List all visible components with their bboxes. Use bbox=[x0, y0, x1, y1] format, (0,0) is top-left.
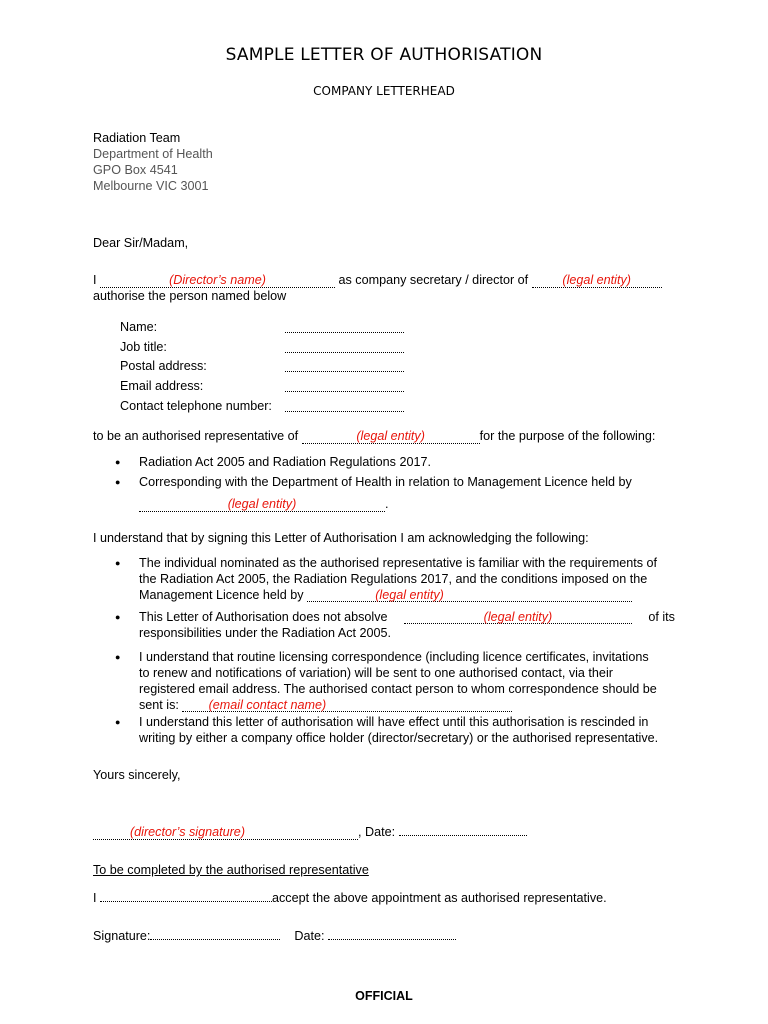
field-email-input[interactable] bbox=[285, 381, 404, 392]
intro-line bbox=[93, 273, 662, 288]
director-date-field[interactable] bbox=[399, 825, 527, 836]
intro-line-2: authorise the person named below bbox=[93, 289, 287, 303]
acknowledgement-4-line-2: writing by either a company office holder (director/secretary) or the authorised representative. bbox=[139, 731, 659, 745]
acknowledgement-3-line-1: I understand that routine licensing correspondence (including licence certificates, invitations bbox=[139, 650, 649, 664]
legal-entity-field-4[interactable] bbox=[307, 587, 632, 602]
rep-date-field[interactable] bbox=[328, 929, 456, 940]
salutation: Dear Sir/Madam, bbox=[93, 236, 189, 250]
official-classification: OFFICIAL bbox=[355, 989, 413, 1003]
acknowledgement-2 bbox=[139, 609, 675, 641]
director-name-field[interactable] bbox=[100, 273, 335, 288]
intro-i: I bbox=[93, 273, 97, 287]
field-job-title-label: Job title: bbox=[120, 340, 167, 354]
acknowledgement-3-line-3: registered email address. The authorised contact person to whom correspondence should be bbox=[139, 682, 657, 696]
director-date-label: Date: bbox=[365, 825, 396, 839]
acknowledgement-1-line-1: The individual nominated as the authorised representative is familiar with the requirements of bbox=[139, 556, 658, 570]
director-signature-line: (director’s signature) , Date: bbox=[93, 825, 527, 840]
bullet-icon: ● bbox=[115, 717, 121, 727]
purpose-item-2-entity-line bbox=[139, 497, 389, 512]
company-letterhead: COMPANY LETTERHEAD bbox=[313, 84, 455, 98]
rep-name-field[interactable] bbox=[100, 891, 272, 902]
legal-entity-field-5[interactable] bbox=[404, 609, 632, 624]
field-phone-input[interactable] bbox=[285, 401, 404, 412]
acknowledgement-3-line-2: to renew and notifications of variation) will be sent to one authorised contact, via their bbox=[139, 666, 613, 680]
acknowledgement-3 bbox=[139, 649, 675, 713]
rep-section-heading bbox=[93, 863, 369, 877]
rep-date-label: Date: bbox=[294, 929, 325, 943]
rep-signature-field[interactable] bbox=[150, 929, 280, 940]
field-phone-label: Contact telephone number: bbox=[120, 399, 272, 413]
rep-accept-line bbox=[93, 891, 607, 905]
acknowledgement-2-prefix: This Letter of Authorisation does not absolve bbox=[139, 610, 388, 624]
understand-statement: I understand that by signing this Letter of Authorisation I am acknowledging the following: bbox=[93, 531, 589, 545]
legal-entity-placeholder-5: (legal entity) bbox=[483, 610, 553, 624]
director-signature-field[interactable] bbox=[93, 825, 358, 840]
field-job-title-input[interactable] bbox=[285, 342, 404, 353]
bullet-icon: ● bbox=[115, 477, 121, 487]
field-name-input[interactable] bbox=[285, 322, 404, 333]
director-name-placeholder: (Director’s name) bbox=[169, 273, 266, 287]
document-title: SAMPLE LETTER OF AUTHORISATION bbox=[225, 45, 543, 65]
rep-section-heading-text: To be completed by the authorised representative bbox=[93, 863, 369, 877]
purpose-item-2-end: . bbox=[385, 497, 389, 511]
acknowledgement-4-line-1: I understand this letter of authorisation will have effect until this authorisation is rescinded in bbox=[139, 715, 649, 729]
field-postal-address-input[interactable] bbox=[285, 361, 404, 372]
representative-prefix: to be an authorised representative of bbox=[93, 429, 299, 443]
legal-entity-placeholder-4: (legal entity) bbox=[375, 588, 444, 602]
field-email-label: Email address: bbox=[120, 379, 204, 393]
legal-entity-field-2[interactable] bbox=[302, 429, 480, 444]
acknowledgement-3-sent-is: sent is: bbox=[139, 698, 179, 712]
acknowledgement-2-line-2: responsibilities under the Radiation Act 2005. bbox=[139, 626, 392, 640]
purpose-item-2: Corresponding with the Department of Health in relation to Management Licence held by bbox=[139, 475, 632, 489]
acknowledgement-1-line-3-text: Management Licence held by bbox=[139, 588, 304, 602]
legal-entity-field-1[interactable] bbox=[532, 273, 662, 288]
acknowledgement-1-line-3 bbox=[139, 587, 675, 603]
purpose-item-1: Radiation Act 2005 and Radiation Regulations 2017. bbox=[139, 455, 431, 469]
field-postal-address-label: Postal address: bbox=[120, 359, 207, 373]
rep-accept-text: accept the above appointment as authorised representative. bbox=[272, 891, 607, 905]
address-line-1: Radiation Team bbox=[93, 131, 181, 145]
bullet-icon: ● bbox=[115, 558, 121, 568]
bullet-icon: ● bbox=[115, 457, 121, 467]
acknowledgement-1-line-2: the Radiation Act 2005, the Radiation Regulations 2017, and the conditions imposed on the bbox=[139, 572, 648, 586]
representative-line bbox=[93, 429, 655, 444]
legal-entity-placeholder-1: (legal entity) bbox=[562, 273, 631, 287]
acknowledgement-4 bbox=[139, 714, 675, 746]
bullet-icon: ● bbox=[115, 612, 121, 622]
acknowledgement-3-line-4 bbox=[139, 697, 675, 713]
rep-signature-label: Signature: bbox=[93, 929, 151, 943]
address-line-3: GPO Box 4541 bbox=[93, 163, 178, 177]
acknowledgement-2-suffix: of its bbox=[648, 610, 675, 624]
address-line-4: Melbourne VIC 3001 bbox=[93, 179, 209, 193]
email-contact-placeholder: (email contact name) bbox=[208, 698, 327, 712]
email-contact-field[interactable] bbox=[182, 697, 512, 712]
rep-i: I bbox=[93, 891, 97, 905]
representative-suffix: for the purpose of the following: bbox=[479, 429, 656, 443]
legal-entity-placeholder-3: (legal entity) bbox=[227, 497, 297, 511]
field-name-label: Name: bbox=[120, 320, 158, 334]
legal-entity-field-3[interactable] bbox=[139, 497, 385, 512]
intro-role-text: as company secretary / director of bbox=[338, 273, 529, 287]
bullet-icon: ● bbox=[115, 652, 121, 662]
acknowledgement-1 bbox=[139, 555, 675, 603]
closing: Yours sincerely, bbox=[93, 768, 181, 782]
director-signature-placeholder: (director’s signature) bbox=[129, 825, 246, 839]
legal-entity-placeholder-2: (legal entity) bbox=[356, 429, 425, 443]
address-line-2: Department of Health bbox=[93, 147, 213, 161]
rep-signature-line bbox=[93, 929, 456, 943]
acknowledgement-2-line-1 bbox=[139, 609, 675, 625]
